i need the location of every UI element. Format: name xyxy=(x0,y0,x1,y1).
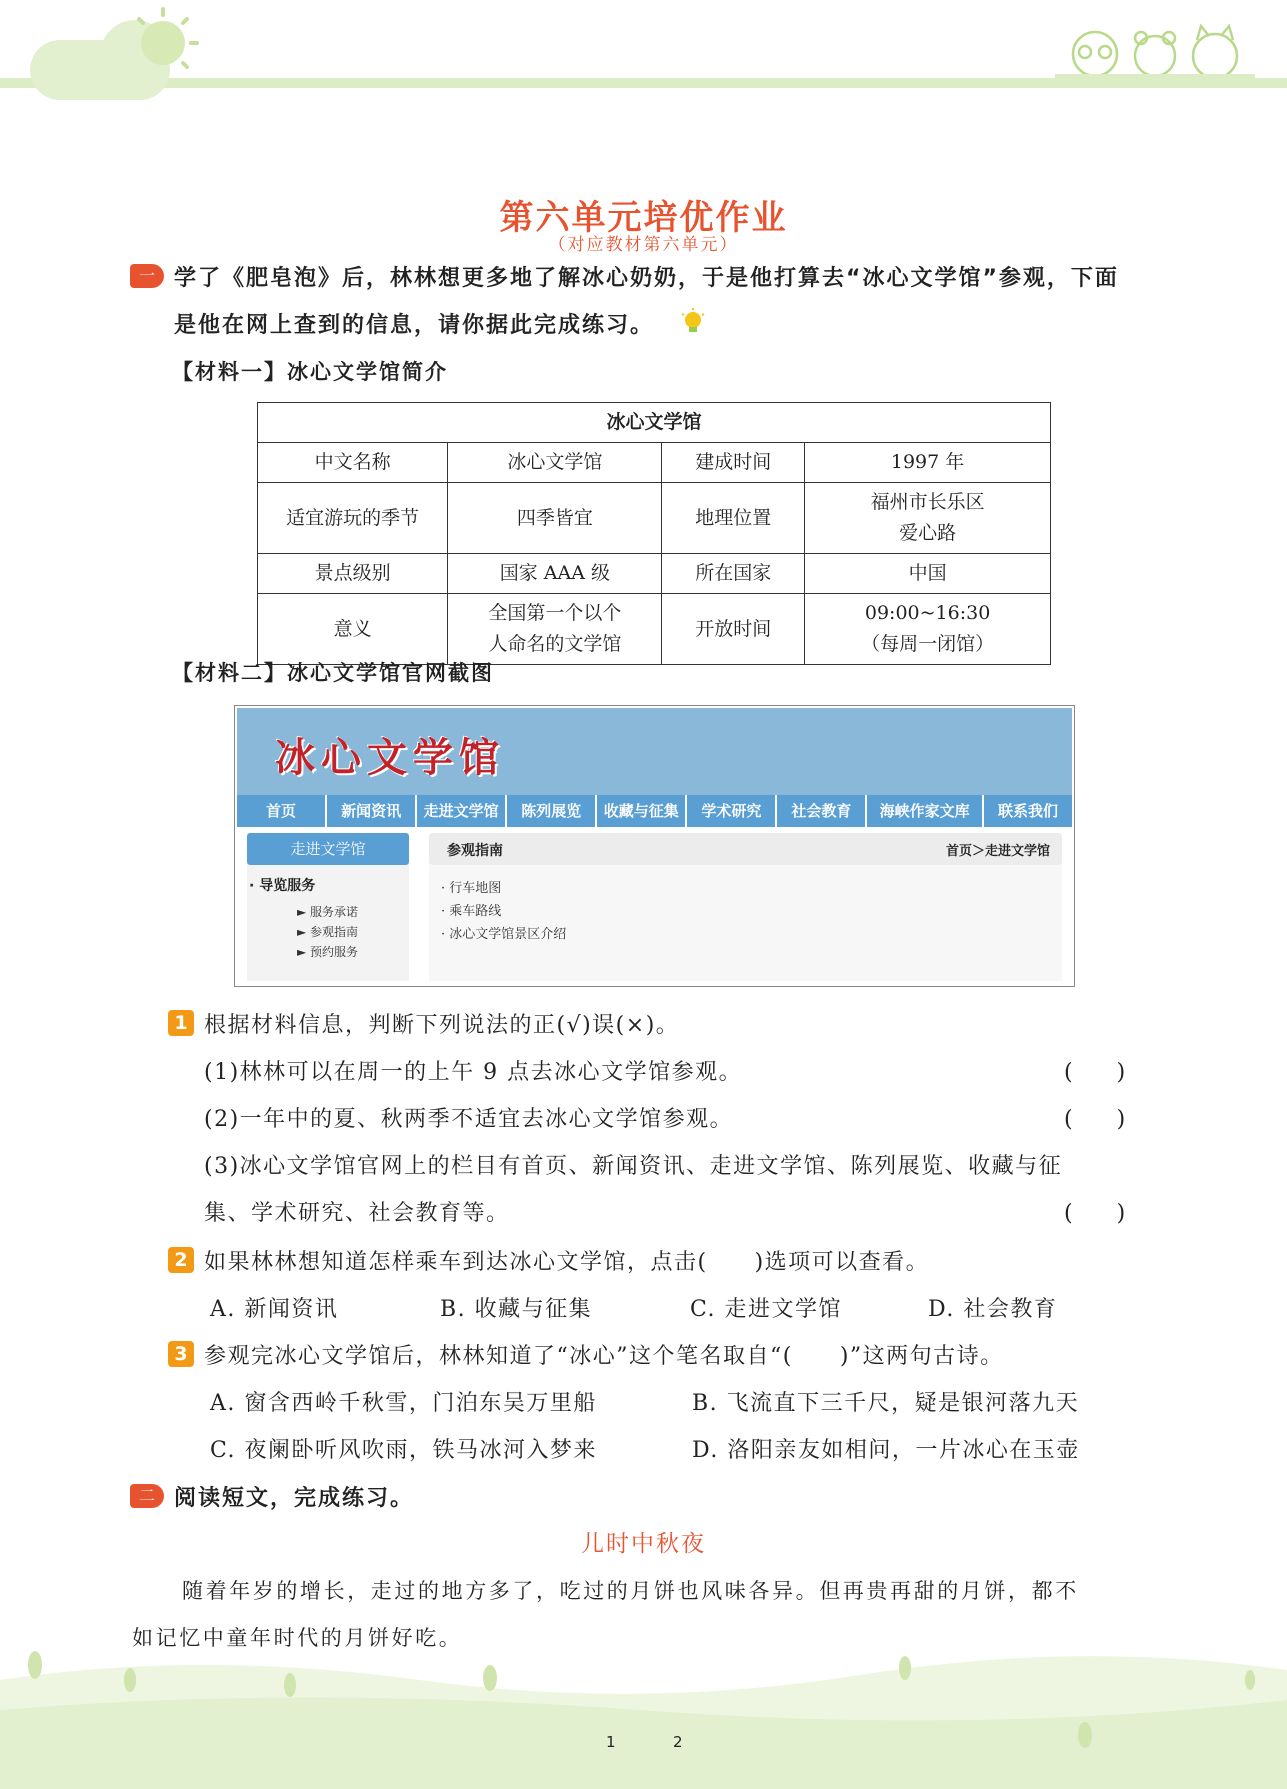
main-panel xyxy=(429,865,1062,981)
nav-item[interactable]: 学术研究 xyxy=(687,795,777,827)
question-item: (1)林林可以在周一的上午 9 点去冰心文学馆参观。 xyxy=(204,1060,743,1085)
story-paragraph: 如记忆中童年时代的月饼好吃。 xyxy=(132,1626,463,1650)
section-badge: 一 xyxy=(130,264,164,288)
side-header[interactable]: 走进文学馆 xyxy=(247,833,409,865)
info-table xyxy=(257,402,1051,665)
nav-item[interactable]: 联系我们 xyxy=(997,802,1058,820)
section-intro-line: 是他在网上查到的信息，请你据此完成练习。 xyxy=(174,313,655,338)
table-cell: 冰心文学馆 xyxy=(448,443,662,483)
table-cell: 建成时间 xyxy=(662,443,805,483)
table-cell: 开放时间 xyxy=(662,594,805,665)
option[interactable]: B. 飞流直下三千尺，疑是银河落九天 xyxy=(692,1391,1080,1416)
option[interactable]: C. 夜阑卧听风吹雨，铁马冰河入梦来 xyxy=(210,1438,598,1463)
option[interactable]: D. 社会教育 xyxy=(928,1297,1058,1322)
table-row xyxy=(258,594,1051,665)
table-cell: 国家 AAA 级 xyxy=(448,554,662,594)
answer-paren[interactable]: ( ) xyxy=(1064,1107,1126,1132)
section-badge: 二 xyxy=(130,1484,164,1508)
table-caption: 冰心文学馆 xyxy=(258,403,1051,443)
nav-item[interactable]: 新闻资讯 xyxy=(327,795,417,827)
nav-item[interactable]: 社会教育 xyxy=(777,795,867,827)
cell-line: （每周一闭馆） xyxy=(861,633,995,655)
question-badge: 2 xyxy=(168,1247,194,1273)
table-cell xyxy=(448,594,662,665)
table-cell: 适宜游玩的季节 xyxy=(258,483,448,554)
table-cell: 中文名称 xyxy=(258,443,448,483)
nav-item[interactable]: 海峡作家文库 xyxy=(867,795,983,827)
lightbulb-icon xyxy=(680,308,706,336)
cell-line: 09:00~16:30 xyxy=(864,602,991,624)
page-number: 2 xyxy=(673,1733,683,1751)
sun-icon xyxy=(118,5,208,85)
question-stem: 根据材料信息，判断下列说法的正(√)误(×)。 xyxy=(204,1013,680,1038)
question-badge: 3 xyxy=(168,1341,194,1367)
main-title: 参观指南 xyxy=(447,843,503,859)
nav-item[interactable]: 收藏与征集 xyxy=(597,795,687,827)
website-screenshot xyxy=(234,705,1075,987)
side-item[interactable]: ► 预约服务 xyxy=(297,945,359,959)
table-cell xyxy=(805,594,1051,665)
option[interactable]: D. 洛阳亲友如相问，一片冰心在玉壶 xyxy=(692,1438,1080,1463)
table-row xyxy=(258,554,1051,594)
side-item[interactable]: ► 服务承诺 xyxy=(297,905,359,919)
question-item: (2)一年中的夏、秋两季不适宜去冰心文学馆参观。 xyxy=(204,1107,734,1132)
breadcrumb[interactable]: 首页＞走进文学馆 xyxy=(945,844,1050,859)
table-cell: 意义 xyxy=(258,594,448,665)
table-cell: 四季皆宜 xyxy=(448,483,662,554)
table-cell: 地理位置 xyxy=(662,483,805,554)
table-cell: 中国 xyxy=(805,554,1051,594)
table-cell: 1997 年 xyxy=(805,443,1051,483)
story-title: 儿时中秋夜 xyxy=(581,1531,706,1557)
side-panel xyxy=(247,865,409,981)
question-stem: 如果林林想知道怎样乘车到达冰心文学馆，点击( )选项可以查看。 xyxy=(204,1250,930,1275)
option[interactable]: C. 走进文学馆 xyxy=(690,1297,843,1322)
nav-item[interactable]: 陈列展览 xyxy=(507,795,597,827)
page-subtitle: （对应教材第六单元） xyxy=(548,235,739,255)
question-item: 集、学术研究、社会教育等。 xyxy=(204,1201,510,1226)
question-stem: 参观完冰心文学馆后，林林知道了“冰心”这个笔名取自“( )”这两句古诗。 xyxy=(204,1344,1004,1369)
page-number: 1 xyxy=(606,1733,616,1751)
side-item[interactable]: ► 参观指南 xyxy=(297,925,359,939)
nav-item[interactable]: 首页 xyxy=(237,795,327,827)
material1-title: 【材料一】冰心文学馆简介 xyxy=(172,360,448,384)
animals-icon xyxy=(1055,18,1255,84)
table-cell: 所在国家 xyxy=(662,554,805,594)
story-paragraph: 随着年岁的增长，走过的地方多了，吃过的月饼也风味各异。但再贵再甜的月饼，都不 xyxy=(182,1579,1079,1603)
answer-paren[interactable]: ( ) xyxy=(1064,1201,1126,1226)
cell-line: 爱心路 xyxy=(899,522,957,544)
option[interactable]: A. 窗含西岭千秋雪，门泊东吴万里船 xyxy=(210,1391,597,1416)
table-cell: 景点级别 xyxy=(258,554,448,594)
page-title: 第六单元培优作业 xyxy=(499,198,788,238)
question-badge: 1 xyxy=(168,1010,194,1036)
side-section: · 导览服务 xyxy=(249,878,316,894)
cell-line: 福州市长乐区 xyxy=(870,491,985,513)
main-link[interactable]: · 行车地图 xyxy=(441,881,502,896)
site-banner xyxy=(237,708,1072,795)
main-link[interactable]: · 乘车路线 xyxy=(441,904,502,919)
site-nav xyxy=(237,795,1072,827)
main-title-bar xyxy=(429,833,1062,865)
question-item: (3)冰心文学馆官网上的栏目有首页、新闻资讯、走进文学馆、陈列展览、收藏与征 xyxy=(204,1154,1063,1179)
answer-paren[interactable]: ( ) xyxy=(1064,1060,1126,1085)
table-cell xyxy=(805,483,1051,554)
main-link[interactable]: · 冰心文学馆景区介绍 xyxy=(441,927,567,942)
nav-item[interactable]: 走进文学馆 xyxy=(417,795,507,827)
footer-hills xyxy=(0,1640,1287,1789)
option[interactable]: A. 新闻资讯 xyxy=(210,1297,339,1322)
section-intro-line: 阅读短文，完成练习。 xyxy=(174,1486,415,1511)
option[interactable]: B. 收藏与征集 xyxy=(440,1297,593,1322)
cell-line: 人命名的文学馆 xyxy=(488,633,622,655)
site-logo: 冰心文学馆 xyxy=(275,734,505,781)
cell-line: 全国第一个以个 xyxy=(488,602,622,624)
table-row xyxy=(258,443,1051,483)
material2-title: 【材料二】冰心文学馆官网截图 xyxy=(172,661,494,685)
table-row xyxy=(258,483,1051,554)
section-intro-line: 学了《肥皂泡》后，林林想更多地了解冰心奶奶，于是他打算去“冰心文学馆”参观，下面 xyxy=(174,266,1119,291)
